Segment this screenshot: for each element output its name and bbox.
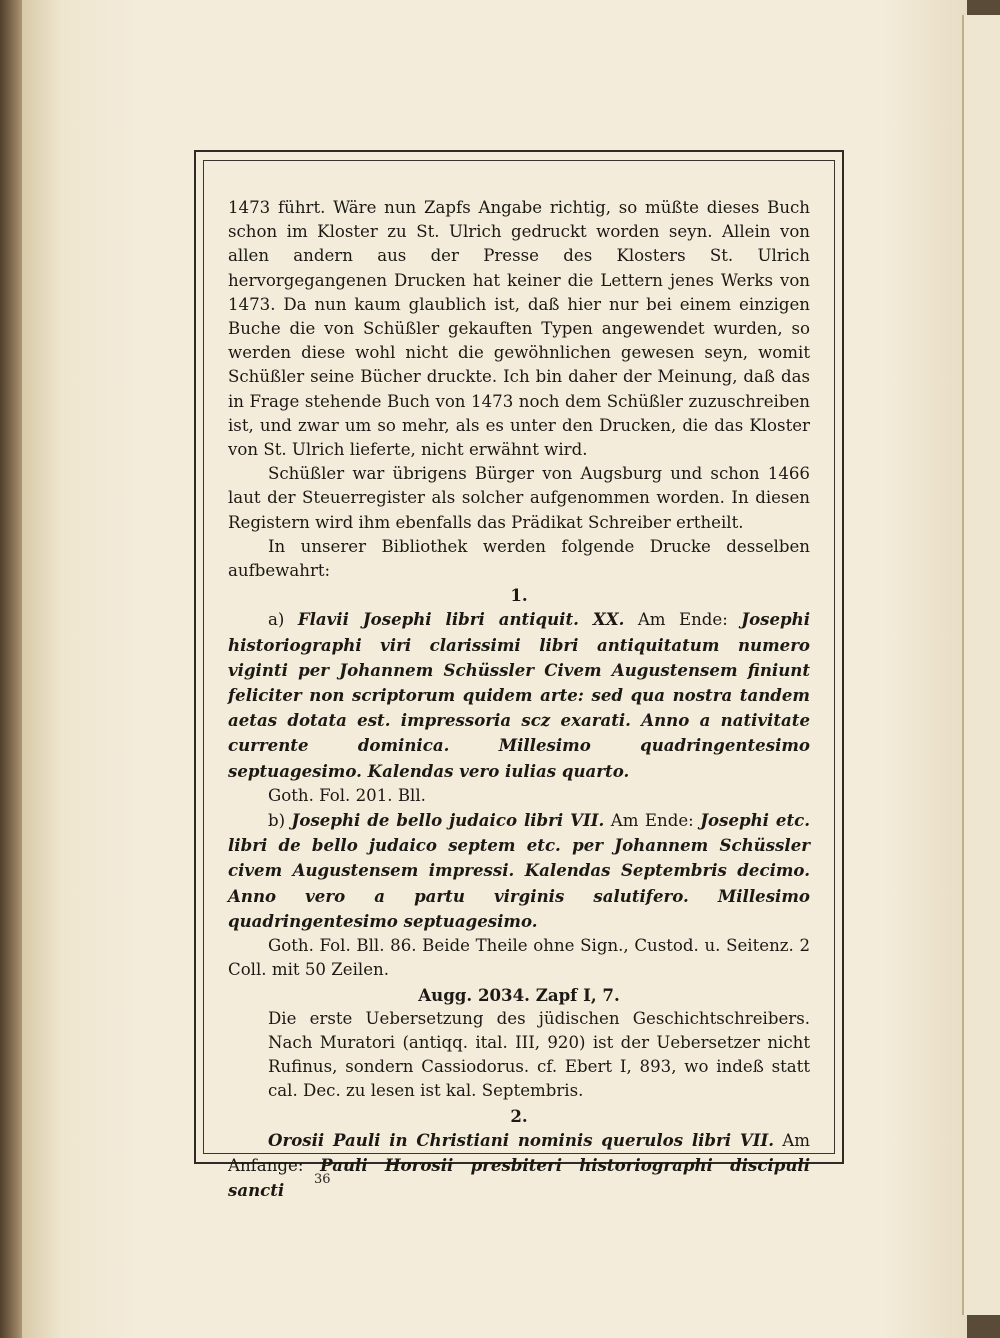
format-a: Goth. Fol. 201. Bll. [268, 785, 426, 805]
entry-number-2: 2. [510, 1105, 528, 1126]
entry-1b [228, 808, 810, 934]
colophon-b: Josephi etc. libri de bello judaico septem etc. per Johannem Schüssler civem Augustensem impressi. Kalendas Septembris decimo. Anno vero a partu virginis salutifero. Millesimo quadringentesimo septuagesimo. [228, 810, 811, 931]
paragraph-holdings: In unserer Bibliothek werden folgende Drucke desselben aufbewahrt: [228, 536, 810, 581]
entry-label-b: b) [268, 811, 286, 831]
facing-page-edge [962, 15, 1000, 1315]
paragraph-continued: 1473 führt. Wäre nun Zapfs Angabe richtig, so müßte dieses Buch schon im Kloster zu St. Ulrich gedruckt worden seyn. Allein von allen andern aus der Presse des Klosters St. Ulrich hervorgegangenen Drucken hat keiner die Lettern jenes Werks von 1473. Da nun kaum glaublich ist, daß hier nur bei einem einzigen Buche die von Schüßler gekauften Typen angewendet wurden, so werden diese wohl nicht die gewöhnlichen gewesen seyn, womit Schüßler seine Bücher druckte. Ich bin daher der Meinung, daß das in Frage stehende Buch von 1473 noch dem Schüßler zuzuschreiben ist, und zwar um so mehr, als es unter den Drucken, die das Kloster von St. Ulrich lieferte, nicht erwähnt wird. [228, 198, 810, 460]
entry-title-2: Orosii Pauli in Christiani nominis querulos libri VII. [268, 1129, 775, 1150]
am-ende-a: Am Ende: [637, 610, 728, 630]
entry-title-a: Flavii Josephi libri antiquit. XX. [297, 609, 625, 630]
entry-label-a: a) [268, 610, 285, 630]
page-text [228, 196, 810, 1203]
format-b: Goth. Fol. Bll. 86. Beide Theile ohne Sign., Custod. u. Seitenz. 2 Coll. mit 50 Zeilen. [228, 936, 810, 980]
note-translation: Die erste Uebersetzung des jüdischen Geschichtschreibers. Nach Muratori (antiqq. ital. III, 920) ist der Uebersetzer nicht Rufinus, sondern Cassiodorus. cf. Ebert I, 893, wo indeß statt cal. Dec. zu lesen ist kal. Septembris. [268, 1008, 810, 1101]
page-number: 36 [314, 1172, 331, 1187]
am-anfange-2: Am Anfange: [228, 1130, 810, 1175]
entry-title-b: Josephi de bello judaico libri VII. [291, 810, 605, 831]
colophon-2: Pauli Horosii presbiteri historiographi discipuli sancti [228, 1154, 811, 1201]
paragraph-schuessler: Schüßler war übrigens Bürger von Augsburg und schon 1466 laut der Steuerregister als solcher aufgenommen worden. In diesen Registern wird ihm ebenfalls das Prädikat Schreiber ertheilt. [228, 464, 810, 532]
colophon-a: Josephi historiographi viri clarissimi libri antiquitatum numero viginti per Johannem Schüssler Civem Augustensem finiunt feliciter non scriptorum quidem arte: sed qua nostra tandem aetas dotata est. impressoria scz exarati. Anno a nativitate currente dominica. Millesimo quadringentesimo septuagesimo. Kalendas vero iulias quarto. [228, 609, 811, 781]
augg-reference: Augg. 2034. Zapf I, 7. [418, 984, 620, 1005]
entry-1a [228, 607, 810, 783]
entry-2 [228, 1128, 810, 1204]
am-ende-b: Am Ende: [610, 811, 694, 831]
entry-number-1: 1. [510, 585, 528, 606]
